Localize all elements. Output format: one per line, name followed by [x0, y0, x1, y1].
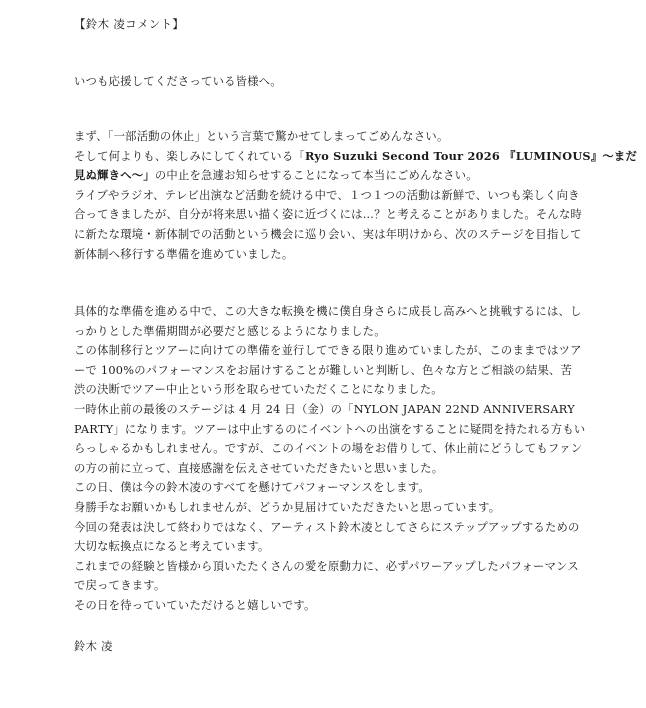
para2-line: その日を待っていていただけると嬉しいです。	[74, 598, 316, 612]
tour-title-cont: 見ぬ輝きへ〜」	[74, 168, 155, 183]
para2-line: 大切な転換点になると考えています。	[74, 540, 270, 554]
para1-line: に新たな環境・新体制での活動という機会に巡り会い、実は年明けから、次のステージを目指して	[74, 227, 582, 241]
para2-line: らっしゃるかもしれません。ですが、このイベントの場をお借りして、休止前にどうしてもファン	[74, 442, 583, 456]
para2-line: 渋の決断でツアー中止という形を取らせていただくことになりました。	[74, 383, 443, 397]
para2-line: この体制移行とツアーに向けての準備を並行してできる限り進めていましたが、このままではツア	[74, 344, 582, 358]
para2-line: で戻ってきます。	[74, 579, 166, 593]
para1-line: 新体制へ移行する準備を進めていました。	[74, 247, 294, 261]
para2-line: 具体的な準備を進める中で、この大きな転換を機に僕自身さらに成長し高みへと挑戦するには、し	[74, 305, 582, 318]
signature: 鈴木 凌	[74, 640, 113, 653]
para2-line: PARTY」になります。ツアーは中止するのにイベントへの出演をすることに疑問を持たれる方もい	[74, 422, 586, 436]
para2-line: っかりとした準備期間が必要だと感じるようになりました。	[74, 324, 386, 338]
paragraph-apology	[74, 127, 638, 264]
para1-line: ライブやラジオ、テレビ出演など活動を続ける中で、１つ１つの活動は新鮮で、いつも楽しく向き	[74, 188, 580, 202]
para2-line: これまでの経験と皆様から頂いたたくさんの愛を原動力に、必ずパワーアップしたパフォーマンス	[74, 559, 579, 573]
para2-line: 一時休止前の最後のステージは 4 月 24 日（金）の「NYLON JAPAN 22ND ANNIVERSARY	[74, 402, 575, 416]
para2-line: の方の前に立って、直接感謝を伝えさせていただきたいと思いました。	[74, 461, 444, 475]
tour-title: Ryo Suzuki Second Tour 2026 『LUMINOUS』〜まだ	[304, 148, 638, 163]
para2-line: この日、僕は今の鈴木凌のすべてを懸けてパフォーマンスをします。	[74, 481, 430, 495]
paragraph-details	[74, 302, 619, 616]
para1-line: まず、「一部活動の休止」という言葉で驚かせてしまってごめんなさい。	[74, 130, 449, 143]
para2-line: 今回の発表は決して終わりではなく、アーティスト鈴木凌としてさらにステップアップするための	[74, 520, 580, 534]
greeting-text: いつも応援してくださっている皆様へ。	[74, 75, 282, 88]
para1-line: 合ってきましたが、自分が将来思い描く姿に近づくには…？と考えることがありました。そんな時	[74, 208, 583, 222]
para1-line: 見ぬ輝きへ〜」の中止を急遽お知らせすることになって本当にごめんなさい。	[74, 168, 478, 183]
comment-heading: 【鈴木 凌コメント】	[74, 17, 185, 31]
para2-line: 身勝手なお願いかもしれませんが、どうか見届けていただきたいと思っています。	[74, 500, 501, 514]
para1-line: そして何よりも、楽しみにしてくれている「Ryo Suzuki Second Tour 2026 『LUMINOUS』〜まだ	[74, 148, 638, 163]
para2-line: ーで 100%のパフォーマンスをお届けすることが難しいと判断し、色々な方とご相談の結果、苦	[74, 363, 573, 377]
